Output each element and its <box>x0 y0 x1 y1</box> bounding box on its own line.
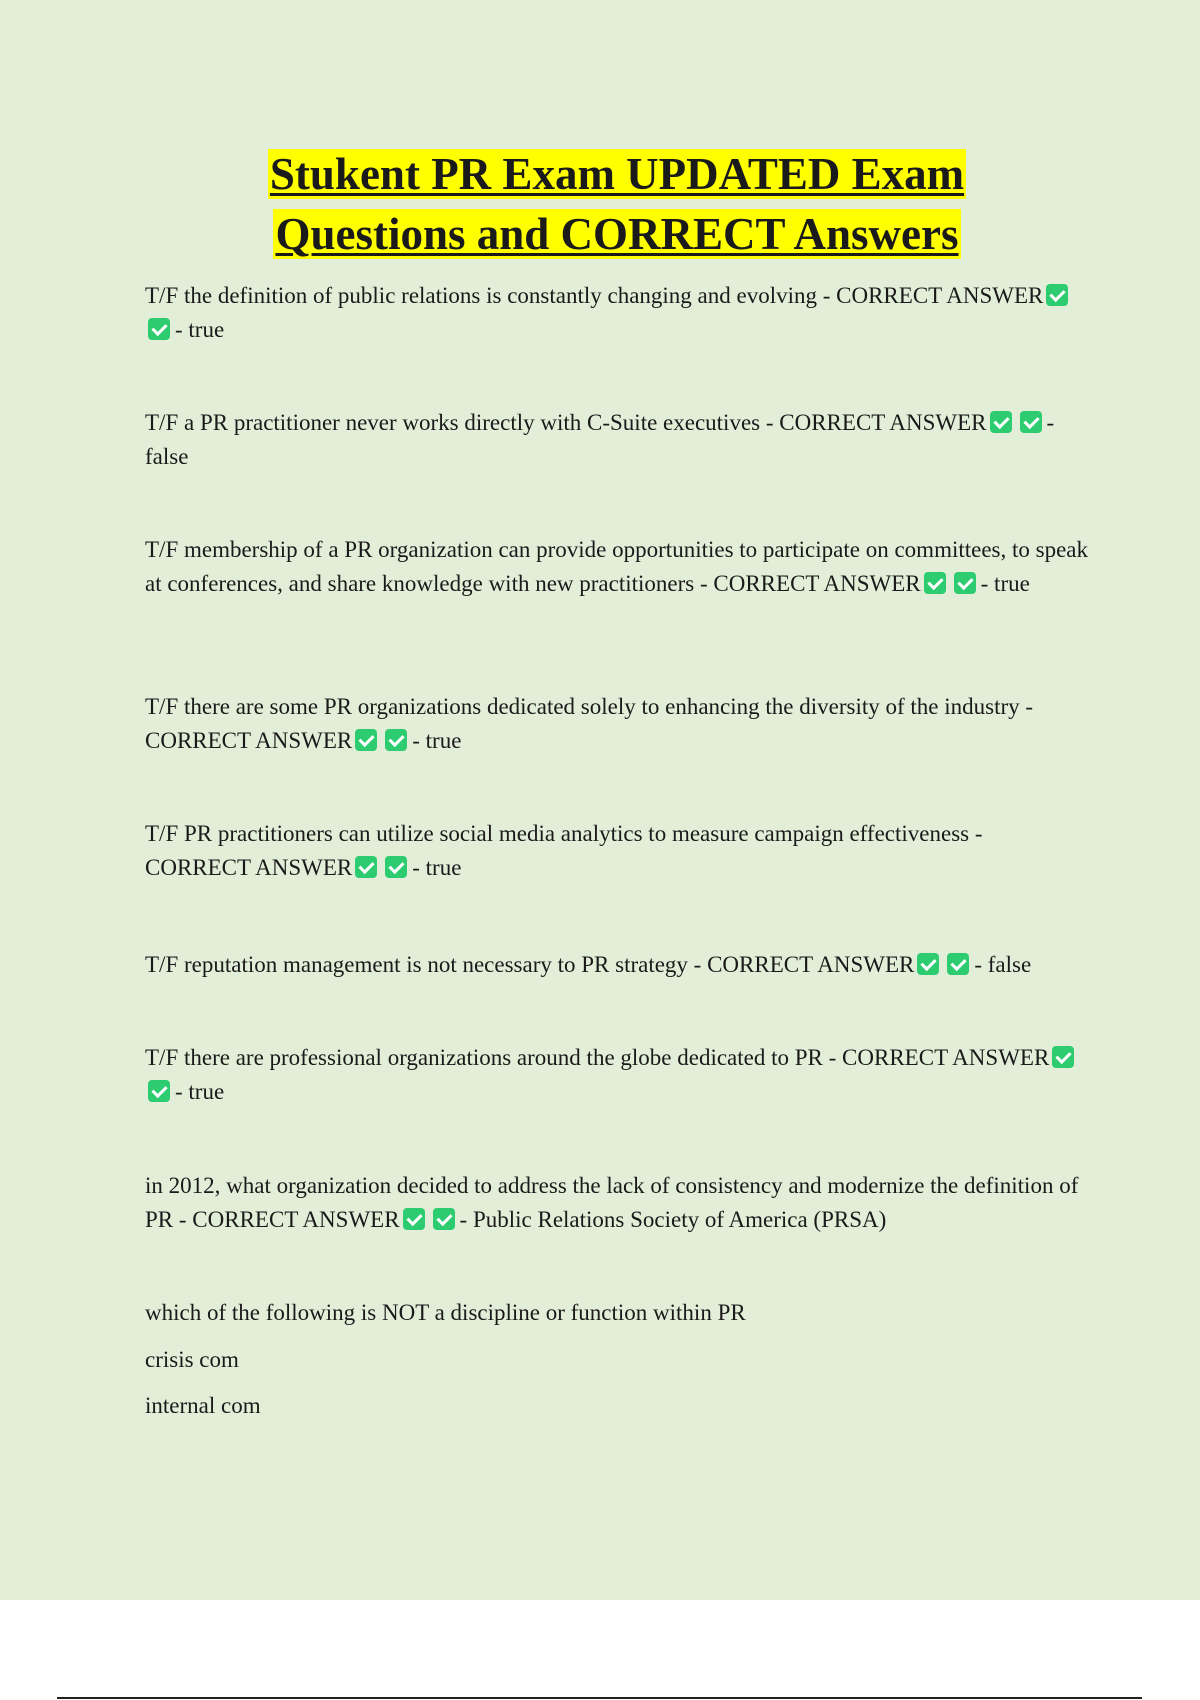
check-icon <box>917 953 939 975</box>
check-icon <box>954 572 976 594</box>
question-text: T/F membership of a PR organization can provide opportunities to participate on committees, to speak at conferences, and share knowledge with new practitioners - CORRECT ANSWER <box>145 537 1088 596</box>
document-title <box>0 144 1200 264</box>
check-icon <box>990 411 1012 433</box>
question-text: T/F a PR practitioner never works directly with C-Suite executives - CORRECT ANSWER <box>145 410 987 435</box>
check-icon <box>1052 1046 1074 1068</box>
check-icon <box>1020 411 1042 433</box>
check-icon <box>148 318 170 340</box>
check-icon <box>355 729 377 751</box>
answer-text: - false <box>145 410 1055 469</box>
answer-text: - true <box>980 571 1030 596</box>
check-icon <box>148 1080 170 1102</box>
check-icon <box>385 729 407 751</box>
page-divider <box>57 1697 1142 1699</box>
answer-text: - Public Relations Society of America (PRSA) <box>459 1207 887 1232</box>
option-item: crisis com <box>145 1347 239 1372</box>
question-text: T/F there are professional organizations around the globe dedicated to PR - CORRECT ANSWER <box>145 1045 1050 1070</box>
check-icon <box>947 953 969 975</box>
question-text: T/F there are some PR organizations dedicated solely to enhancing the diversity of the industry - CORRECT ANSWER <box>145 694 1034 753</box>
question-text: T/F reputation management is not necessary to PR strategy - CORRECT ANSWER <box>145 952 915 977</box>
check-icon <box>355 856 377 878</box>
option-item: internal com <box>145 1393 261 1418</box>
question-text: in 2012, what organization decided to address the lack of consistency and modernize the definition of PR - CORRECT ANSWER <box>145 1173 1079 1232</box>
answer-text: - false <box>974 952 1032 977</box>
question-text: T/F the definition of public relations is constantly changing and evolving - CORRECT ANSWER <box>145 283 1044 308</box>
question-text: T/F PR practitioners can utilize social media analytics to measure campaign effectiveness - CORRECT ANSWER <box>145 821 983 880</box>
answer-text: - true <box>175 317 225 342</box>
title-line-1: Stukent PR Exam UPDATED Exam <box>269 149 965 199</box>
check-icon <box>433 1208 455 1230</box>
check-icon <box>1046 284 1068 306</box>
qa-item <box>145 1169 1090 1237</box>
qa-item <box>145 690 1090 758</box>
qa-item <box>145 279 1090 347</box>
check-icon <box>924 572 946 594</box>
qa-item <box>145 948 1105 982</box>
answer-text: - true <box>175 1079 225 1104</box>
qa-item <box>145 1041 1090 1109</box>
title-line-2: Questions and CORRECT Answers <box>275 209 959 259</box>
check-icon <box>403 1208 425 1230</box>
check-icon <box>385 856 407 878</box>
answer-text: - true <box>412 855 462 880</box>
answer-text: - true <box>412 728 462 753</box>
qa-item <box>145 406 1090 474</box>
last-question: which of the following is NOT a discipline or function within PR <box>145 1300 746 1325</box>
qa-item <box>145 817 1090 885</box>
qa-item <box>145 533 1090 601</box>
